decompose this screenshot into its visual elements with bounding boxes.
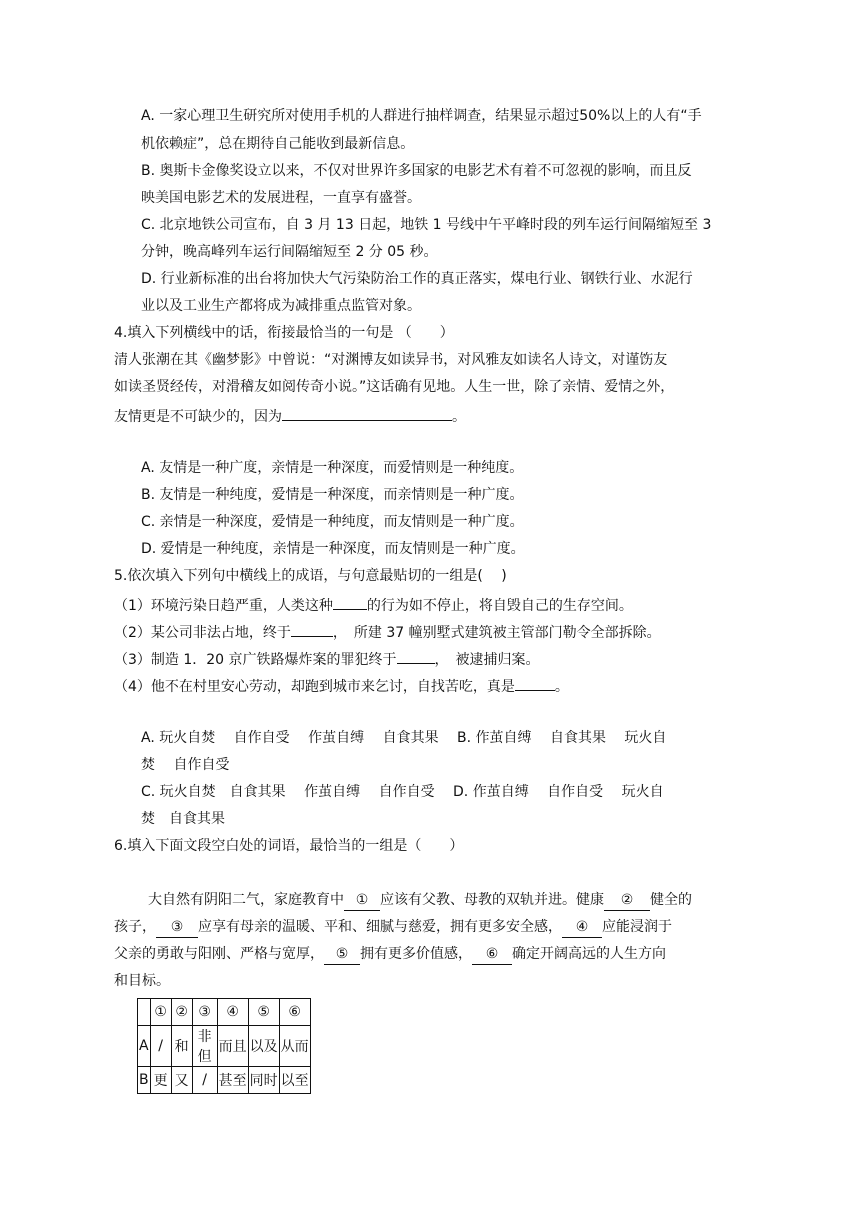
q5-sentence-4 — [114, 674, 569, 697]
table-cell: 从而 — [279, 1026, 310, 1067]
q4-passage-line2: 如读圣贤经传，对滑稽友如阅传奇小说。”这话确有见地。人生一世，除了亲情、爱情之外， — [114, 379, 675, 395]
q5-sentence-4-post: 。 — [554, 679, 569, 695]
q6-passage-line4: 和目标。 — [114, 973, 170, 989]
table-cell: 而且 — [217, 1026, 248, 1067]
table-cell: ① — [150, 999, 171, 1026]
q5-sentence-2-pre: （2）某公司非法占地，终于 — [114, 625, 291, 641]
table-cell: 以至 — [279, 1067, 310, 1094]
table-cell: / — [150, 1026, 171, 1067]
q5-sentence-1 — [114, 593, 633, 616]
table-cell: 甚至 — [217, 1067, 248, 1094]
q6-text: 应享有母亲的温暖、平和、细腻与慈爱，拥有更多安全感， — [198, 919, 562, 935]
q3-option-b-line2: 映美国电影艺术的发展进程，一直享有盛誉。 — [141, 190, 421, 206]
q5-sentence-3-pre: （3）制造 1．20 京广铁路爆炸案的罪犯终于 — [114, 652, 397, 668]
q3-option-d-line1: D. 行业新标准的出台将加快大气污染防治工作的真正落实，煤电行业、钢铁行业、水泥行 — [141, 271, 693, 287]
q4-option-c: C. 亲情是一种深度，爱情是一种纯度，而友情则是一种广度。 — [141, 514, 524, 530]
table-cell: ⑥ — [279, 999, 310, 1026]
q4-passage-line3 — [114, 404, 466, 427]
q5-stem: 5.依次填入下列句中横线上的成语，与句意最贴切的一组是( ) — [114, 568, 507, 584]
q6-blank-5[interactable]: ⑤ — [324, 944, 360, 965]
table-cell: 同时 — [248, 1067, 279, 1094]
q6-text: 应能浸润于 — [602, 919, 672, 935]
q6-blank-2[interactable]: ② — [604, 890, 650, 911]
q4-stem: 4.填入下列横线中的话，衔接最恰当的一句是 （ ） — [114, 325, 454, 341]
q3-option-d-line2: 业以及工业生产都将成为减排重点监管对象。 — [141, 298, 421, 314]
q4-option-d: D. 爱情是一种纯度，亲情是一种深度，而友情则是一种广度。 — [141, 541, 525, 557]
q4-option-b: B. 友情是一种纯度，爱情是一种深度，而亲情则是一种广度。 — [141, 487, 524, 503]
q6-text: 大自然有阴阳二气，家庭教育中 — [148, 892, 344, 908]
table-cell: ④ — [217, 999, 248, 1026]
q6-blank-4[interactable]: ④ — [562, 917, 602, 938]
q5-options-ab-line2: 焚 自作自受 — [141, 757, 230, 773]
q6-text: 孩子， — [114, 919, 156, 935]
table-header-row — [138, 999, 311, 1026]
q6-stem: 6.填入下面文段空白处的词语，最恰当的一组是（ ） — [114, 838, 464, 854]
q5-options-cd-line2: 焚 自食其果 — [141, 811, 225, 827]
table-cell: ⑤ — [248, 999, 279, 1026]
table-row-a — [138, 1026, 311, 1067]
q6-passage-line2 — [114, 917, 672, 938]
q5-sentence-1-post: 的行为如不停止，将自毁自己的生存空间。 — [366, 598, 633, 614]
table-cell: ③ — [192, 999, 217, 1026]
q5-options-cd-line1: C. 玩火自焚 自食其果 作茧自缚 自作自受 D. 作茧自缚 自作自受 玩火自 — [141, 784, 664, 800]
q3-option-a-line1: A. 一家心理卫生研究所对使用手机的人群进行抽样调查，结果显示超过50%以上的人有“手 — [141, 108, 702, 124]
q5-blank-1[interactable] — [333, 593, 367, 610]
q6-blank-1[interactable]: ① — [344, 890, 380, 911]
q5-blank-3[interactable] — [397, 647, 435, 664]
q5-sentence-3-post: ， 被逮捕归案。 — [434, 652, 540, 668]
q6-text: 确定开阔高远的人生方向 — [512, 946, 666, 962]
q4-passage-line3-text: 友情更是不可缺少的，因为 — [114, 409, 282, 425]
q3-option-a-line2: 机依赖症”，总在期待自己能收到最新信息。 — [141, 136, 415, 152]
table-cell: ② — [171, 999, 192, 1026]
q5-sentence-1-pre: （1）环境污染日趋严重，人类这种 — [114, 598, 333, 614]
q6-passage-line3 — [114, 944, 666, 965]
q6-text: 拥有更多价值感， — [360, 946, 472, 962]
q3-option-c-line1: C. 北京地铁公司宣布，自 3 月 13 日起，地铁 1 号线中午平峰时段的列车运行间隔缩短至 3 — [141, 217, 712, 233]
q4-passage-line1: 清人张潮在其《幽梦影》中曾说：“对渊博友如读异书，对风雅友如读名人诗文，对谨饬友 — [114, 352, 668, 368]
q4-answer-blank[interactable] — [282, 404, 452, 421]
q3-option-b-line1: B. 奥斯卡金像奖设立以来，不仅对世界许多国家的电影艺术有着不可忽视的影响，而且反 — [141, 163, 692, 179]
table-cell: A — [138, 1026, 151, 1067]
table-row-b — [138, 1067, 311, 1094]
table-cell — [138, 999, 151, 1026]
q5-sentence-2-post: ， 所建 37 幢别墅式建筑被主管部门勒令全部拆除。 — [332, 625, 661, 641]
q3-option-c-line2: 分钟，晚高峰列车运行间隔缩短至 2 分 05 秒。 — [141, 244, 438, 260]
table-cell: 又 — [171, 1067, 192, 1094]
q5-blank-4[interactable] — [515, 674, 555, 691]
q6-answer-table — [137, 998, 311, 1094]
q5-options-ab-line1: A. 玩火自焚 自作自受 作茧自缚 自食其果 B. 作茧自缚 自食其果 玩火自 — [141, 730, 667, 746]
table-cell: 非但 — [192, 1026, 217, 1067]
table-cell: / — [192, 1067, 217, 1094]
q5-blank-2[interactable] — [291, 620, 333, 637]
q5-sentence-4-pre: （4）他不在村里安心劳动，却跑到城市来乞讨，自找苦吃，真是 — [114, 679, 515, 695]
q6-passage-line1 — [148, 890, 692, 911]
q6-text: 健全的 — [650, 892, 692, 908]
q5-sentence-3 — [114, 647, 540, 670]
table-cell: 和 — [171, 1026, 192, 1067]
q6-blank-6[interactable]: ⑥ — [472, 944, 512, 965]
q5-sentence-2 — [114, 620, 661, 643]
table-cell: 更 — [150, 1067, 171, 1094]
table-cell: 以及 — [248, 1026, 279, 1067]
q4-option-a: A. 友情是一种广度，亲情是一种深度，而爱情则是一种纯度。 — [141, 460, 524, 476]
q6-text: 父亲的勇敢与阳刚、严格与宽厚， — [114, 946, 324, 962]
q6-blank-3[interactable]: ③ — [156, 917, 198, 938]
table-cell: B — [138, 1067, 151, 1094]
q4-passage-line3-end: 。 — [452, 409, 466, 425]
q6-text: 应该有父教、母教的双轨并进。健康 — [380, 892, 604, 908]
